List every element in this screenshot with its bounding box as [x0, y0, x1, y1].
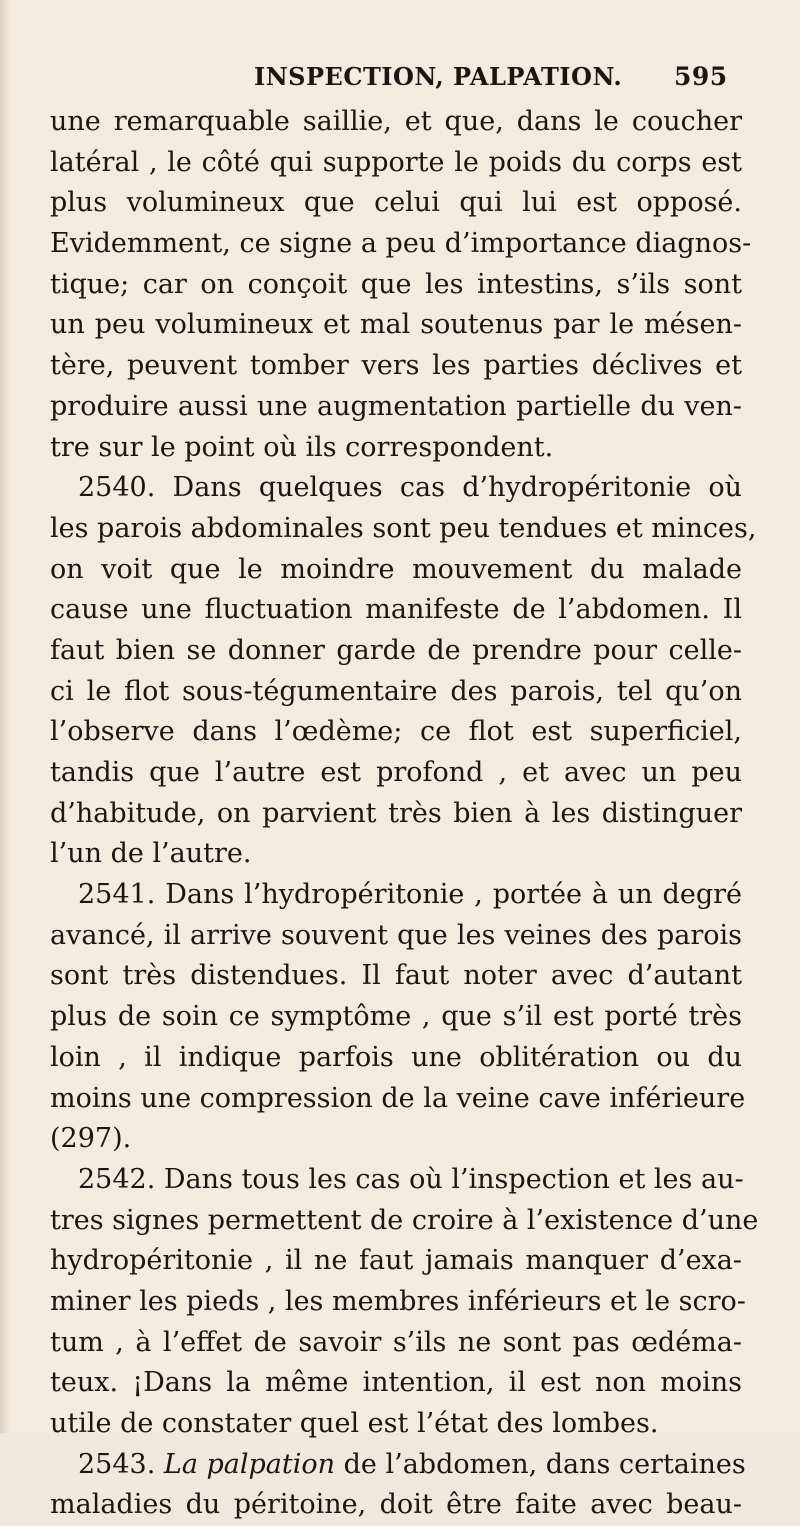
running-title: INSPECTION, PALPATION.: [254, 62, 623, 91]
text-line: l’observe dans l’œdème; ce flot est superficiel,: [50, 716, 742, 748]
text-line: teux. ¡Dans la même intention, il est non moins: [50, 1367, 742, 1399]
text-line: plus volumineux que celui qui lui est opposé.: [50, 187, 742, 219]
page-number: 595: [674, 62, 728, 91]
text-line: tique; car on conçoit que les intestins, s’ils sont: [50, 268, 742, 300]
paragraph-2542-start: 2542. Dans tous les cas où l’inspection et les au-: [78, 1163, 744, 1195]
text-line: latéral , le côté qui supporte le poids du corps est: [50, 146, 742, 178]
text-line: tre sur le point où ils correspondent.: [50, 431, 554, 463]
paragraph-2543-start: [50, 1445, 746, 1486]
text-line: miner les pieds , les membres inférieurs et le scro-: [50, 1285, 746, 1317]
text-line: on voit que le moindre mouvement du malade: [50, 553, 742, 585]
text-line: utile de constater quel est l’état des lombes.: [50, 1408, 659, 1439]
paragraph-2540-start: 2540. Dans quelques cas d’hydropéritonie où: [78, 472, 742, 504]
text-line: l’un de l’autre.: [50, 838, 252, 870]
text-line: maladies du péritoine, doit être faite avec beau-: [50, 1489, 742, 1521]
scan-edge-shadow: [0, 0, 10, 1433]
text-line: faut bien se donner garde de prendre pour celle-: [50, 634, 742, 666]
paragraph-2541-start: 2541. Dans l’hydropéritonie , portée à un degré: [78, 879, 742, 911]
text-line: (297).: [50, 1123, 132, 1155]
italic-phrase: La palpation: [163, 1448, 336, 1480]
text-line: Evidemment, ce signe a peu d’importance diagnos-: [50, 228, 752, 260]
paragraph-number: 2543.: [78, 1448, 156, 1480]
text-line: hydropéritonie , il ne faut jamais manquer d’exa-: [50, 1245, 742, 1277]
text-line: cause une fluctuation manifeste de l’abdomen. Il: [50, 594, 742, 626]
text-line: tandis que l’autre est profond , et avec un peu: [50, 757, 742, 788]
text-line: avancé, il arrive souvent que les veines des parois: [50, 919, 742, 951]
text-line: ci le flot sous-tégumentaire des parois, tel qu’on: [50, 675, 742, 707]
text-line: moins une compression de la veine cave inférieure: [50, 1082, 746, 1114]
text-line: une remarquable saillie, et que, dans le coucher: [50, 106, 742, 137]
text-line: tère, peuvent tomber vers les parties déclives et: [50, 350, 742, 382]
text-line: plus de soin ce symptôme , que s’il est porté très: [50, 1001, 742, 1033]
text-line: les parois abdominales sont peu tendues et minces,: [50, 512, 757, 544]
text-line: tres signes permettent de croire à l’existence d’une: [50, 1204, 759, 1236]
text-line: un peu volumineux et mal soutenus par le mésen-: [50, 309, 742, 341]
text-line: d’habitude, on parvient très bien à les distinguer: [50, 797, 742, 829]
text-line: sont très distendues. Il faut noter avec d’autant: [50, 960, 742, 992]
body-text: [50, 102, 759, 1526]
text-line: loin , il indique parfois une oblitération ou du: [50, 1041, 742, 1073]
text-line: tum , à l’effet de savoir s’ils ne sont pas œdéma-: [50, 1326, 742, 1358]
text-line: produire aussi une augmentation partielle du ven-: [50, 390, 742, 422]
line-remainder: de l’abdomen, dans certaines: [343, 1448, 746, 1480]
